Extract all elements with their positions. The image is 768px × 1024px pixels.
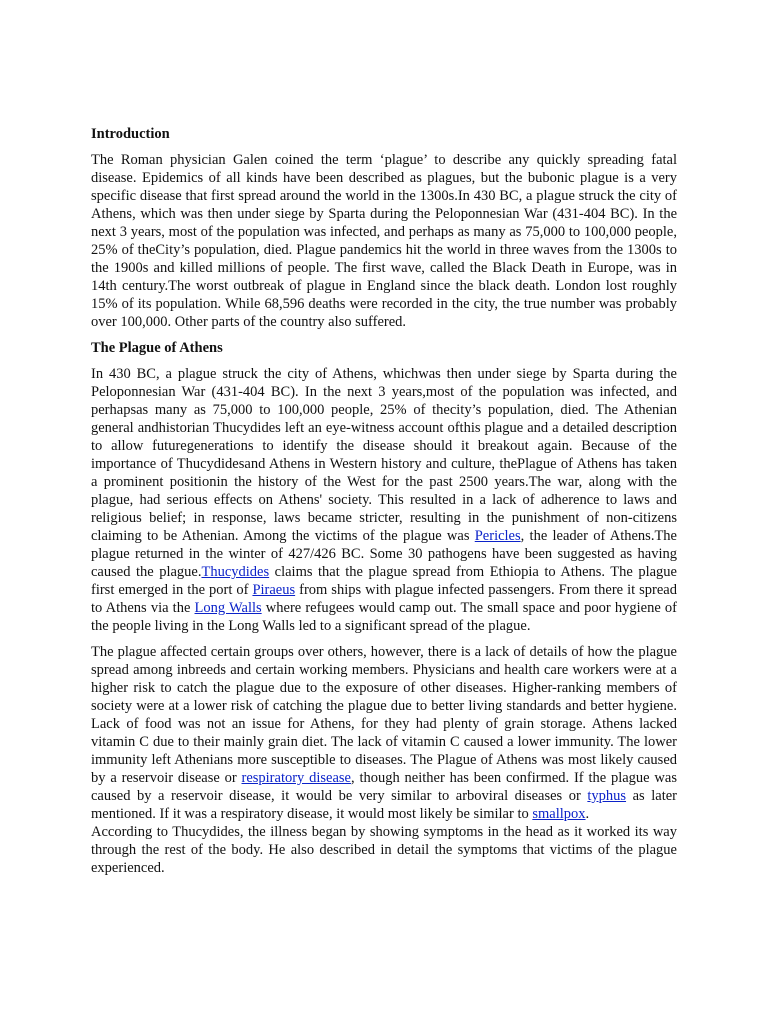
link-respiratory-disease[interactable]: respiratory disease xyxy=(241,770,351,786)
document-page xyxy=(91,125,677,885)
link-smallpox[interactable]: smallpox xyxy=(532,806,586,822)
link-piraeus[interactable]: Piraeus xyxy=(252,582,296,598)
text-span: claims that the plague spread from Ethiopia to Athens. The plague first emerged in the port of xyxy=(91,564,677,598)
link-long-walls[interactable]: Long Walls xyxy=(194,600,262,616)
link-typhus[interactable]: typhus xyxy=(587,788,627,804)
text-span: The plague affected certain groups over others, however, there is a lack of details of how the plague spread among inbreeds and certain working members. Physicians and health care workers were at a higher risk to catch the plague due to the exposure of other diseases. Higher-ranking members of society were at a lower risk of catching the plague due to better living standards and better hygiene. Lack of food was not an issue for Athens, for they had plenty of grain storage. Athens lacked vitamin C due to their mainly grain diet. The lack of vitamin C caused a lower immunity. The lower immunity left Athenians more susceptible to diseases. The Plague of Athens was most likely caused by a reservoir disease or xyxy=(91,644,677,786)
athens-paragraph-1 xyxy=(91,365,677,635)
link-pericles[interactable]: Pericles xyxy=(474,528,521,544)
text-span: In 430 BC, a plague struck the city of Athens, whichwas then under siege by Sparta during the Peloponnesian War (431-404 BC). In the next 3 years,most of the population was infected, and perhapsas many as 75,000 to 100,000 people, 25% of thecity’s population, died. The Athenian general andhistorian Thucydides left an eye-witness account ofthis plague and a detailed description to allow futuregenerations to identify the disease should it breakout again. Because of the importance of Thucydidesand Athens in Western history and culture, thePlague of Athens has taken a prominent positionin the history of the West for the past 2500 years.The war, along with the plague, had serious effects on Athens' society. This resulted in a lack of adherence to laws and religious belief; in response, laws became stricter, resulting in the punishment of non-citizens claiming to be Athenian. Among the victims of the plague was xyxy=(91,366,677,544)
text-span: , though neither has been confirmed. If the plague was caused by a reservoir disease, it would be very similar to arboviral diseases or xyxy=(91,770,677,804)
text-span: where refugees would camp out. The small space and poor hygiene of the people living in the Long Walls led to a significant spread of the plague. xyxy=(91,600,677,634)
athens-paragraph-2 xyxy=(91,643,677,823)
introduction-heading: Introduction xyxy=(91,126,170,142)
link-thucydides[interactable]: Thucydides xyxy=(201,564,270,580)
text-span: from ships with plague infected passengers. From there it spread to Athens via the xyxy=(91,582,677,616)
athens-paragraph-3: According to Thucydides, the illness began by showing symptoms in the head as it worked its way through the rest of the body. He also described in detail the symptoms that victims of the plague experienced. xyxy=(91,824,677,876)
text-span: . xyxy=(585,806,590,822)
plague-of-athens-heading: The Plague of Athens xyxy=(91,340,223,356)
text-span: , the leader of Athens.The plague returned in the winter of 427/426 BC. Some 30 pathogens have been suggested as having caused the plague. xyxy=(91,528,677,580)
introduction-paragraph: The Roman physician Galen coined the term ‘plague’ to describe any quickly spreading fatal disease. Epidemics of all kinds have been described as plagues, but the bubonic plague is a very specific disease that first spread around the world in the 1300s.In 430 BC, a plague struck the city of Athens, which was then under siege by Sparta during the Peloponnesian War (431-404 BC). In the next 3 years, most of the population was infected, and perhaps as many as 75,000 to 100,000 people, 25% of theCity’s population, died. Plague pandemics hit the world in three waves from the 1300s to the 1900s and killed millions of people. The first wave, called the Black Death in Europe, was in 14th century.The worst outbreak of plague in England since the black death. London lost roughly 15% of its population. While 68,596 deaths were recorded in the city, the true number was probably over 100,000. Other parts of the country also suffered. xyxy=(91,152,677,330)
text-span: as later mentioned. If it was a respiratory disease, it would most likely be similar to xyxy=(91,788,677,822)
